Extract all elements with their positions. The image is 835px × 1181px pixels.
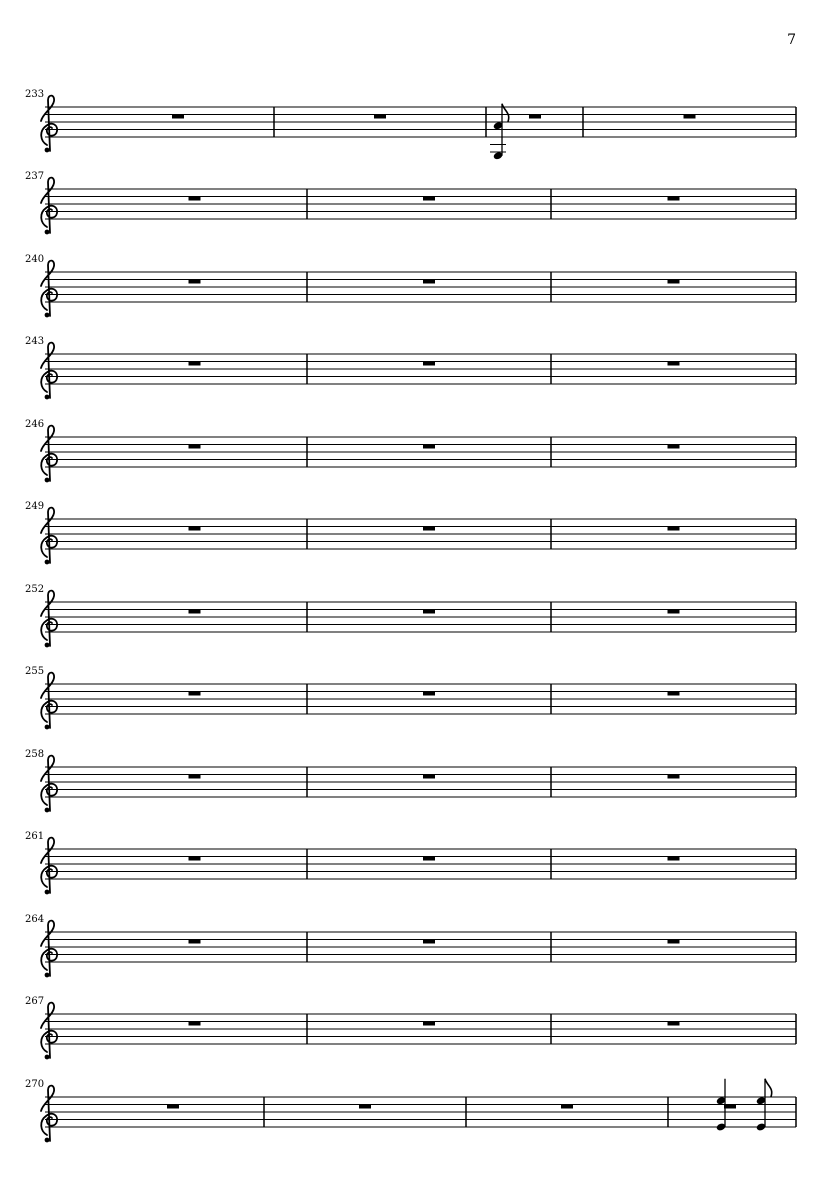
whole-rest: [189, 692, 201, 696]
staff: [0, 1080, 835, 1140]
staff: [0, 915, 835, 975]
whole-rest: [423, 775, 435, 779]
eighth-flag-icon: [502, 104, 509, 122]
measure-number: 258: [25, 749, 45, 760]
whole-rest: [423, 280, 435, 284]
staff: [0, 90, 835, 150]
staff: [0, 337, 835, 397]
whole-rest: [684, 115, 696, 119]
staff-system: [0, 420, 835, 480]
whole-rest: [374, 115, 386, 119]
whole-rest: [189, 775, 201, 779]
measure-number: 267: [25, 996, 45, 1007]
staff-system: [0, 337, 835, 397]
staff: [0, 172, 835, 232]
whole-rest: [423, 610, 435, 614]
measure-number: 246: [25, 419, 45, 430]
treble-clef-icon: [41, 1086, 57, 1143]
whole-rest: [189, 857, 201, 861]
staff-system: [0, 915, 835, 975]
whole-rest: [724, 1105, 736, 1109]
measure-number: 240: [25, 254, 45, 265]
whole-rest: [668, 280, 680, 284]
staff-system: [0, 1080, 835, 1140]
whole-rest: [423, 362, 435, 366]
whole-rest: [668, 445, 680, 449]
whole-rest: [189, 445, 201, 449]
staff-system: [0, 667, 835, 727]
whole-rest: [668, 940, 680, 944]
whole-rest: [668, 197, 680, 201]
staff-system: [0, 255, 835, 315]
staff: [0, 997, 835, 1057]
staff-system: [0, 585, 835, 645]
whole-rest: [561, 1105, 573, 1109]
staff: [0, 255, 835, 315]
measure-number: 252: [25, 584, 45, 595]
page-number: 7: [787, 32, 796, 48]
measure-number: 233: [25, 89, 45, 100]
staff: [0, 832, 835, 892]
staff: [0, 585, 835, 645]
whole-rest: [189, 1022, 201, 1026]
whole-rest: [668, 1022, 680, 1026]
whole-rest: [189, 527, 201, 531]
whole-rest: [668, 692, 680, 696]
whole-rest: [668, 610, 680, 614]
staff: [0, 750, 835, 810]
treble-clef-icon: [41, 591, 57, 648]
measure-number: 255: [25, 666, 45, 677]
staff-system: [0, 90, 835, 150]
measure-number: 264: [25, 914, 45, 925]
whole-rest: [189, 362, 201, 366]
staff: [0, 667, 835, 727]
treble-clef-icon: [41, 261, 57, 318]
whole-rest: [529, 115, 541, 119]
whole-rest: [668, 775, 680, 779]
treble-clef-icon: [41, 756, 57, 813]
whole-rest: [423, 445, 435, 449]
staff-system: [0, 997, 835, 1057]
staff-system: [0, 502, 835, 562]
treble-clef-icon: [41, 178, 57, 235]
measure-number: 243: [25, 336, 45, 347]
whole-rest: [668, 362, 680, 366]
whole-rest: [189, 280, 201, 284]
whole-rest: [423, 692, 435, 696]
treble-clef-icon: [41, 921, 57, 978]
staff: [0, 420, 835, 480]
whole-rest: [189, 610, 201, 614]
measure-number: 261: [25, 831, 45, 842]
whole-rest: [668, 527, 680, 531]
whole-rest: [668, 857, 680, 861]
treble-clef-icon: [41, 343, 57, 400]
whole-rest: [423, 527, 435, 531]
treble-clef-icon: [41, 96, 57, 153]
whole-rest: [189, 940, 201, 944]
whole-rest: [359, 1105, 371, 1109]
whole-rest: [423, 197, 435, 201]
whole-rest: [172, 115, 184, 119]
whole-rest: [189, 197, 201, 201]
whole-rest: [423, 1022, 435, 1026]
staff: [0, 502, 835, 562]
treble-clef-icon: [41, 426, 57, 483]
treble-clef-icon: [41, 508, 57, 565]
eighth-flag-icon: [765, 1079, 772, 1097]
staff-system: [0, 172, 835, 232]
staff-system: [0, 832, 835, 892]
treble-clef-icon: [41, 1003, 57, 1060]
treble-clef-icon: [41, 838, 57, 895]
measure-number: 237: [25, 171, 45, 182]
measure-number: 249: [25, 501, 45, 512]
whole-rest: [423, 857, 435, 861]
whole-rest: [423, 940, 435, 944]
measure-number: 270: [25, 1079, 45, 1090]
whole-rest: [167, 1105, 179, 1109]
staff-system: [0, 750, 835, 810]
treble-clef-icon: [41, 673, 57, 730]
